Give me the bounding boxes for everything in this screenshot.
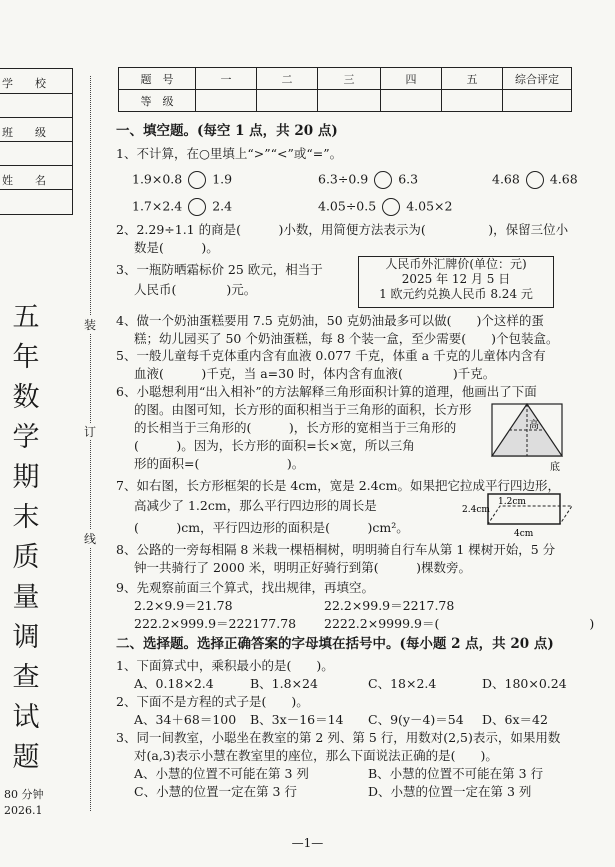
grade-cell[interactable] <box>318 90 381 112</box>
question: 的图。由图可知，长方形的面积相当于三角形的面积，长方形 <box>134 402 472 417</box>
option[interactable]: D、180×0.24 <box>482 676 567 691</box>
score-table: 题 号 一 二 三 四 五 综合评定 等 级 <box>118 67 572 112</box>
question: 9、先观察前面三个算式，找出规律，再填空。 <box>116 580 374 595</box>
triangle-rectangle-figure <box>478 398 574 472</box>
compare-item: 4.05÷0.5 4.05×2 <box>318 198 452 216</box>
option[interactable]: B、小慧的位置不可能在第 3 行 <box>368 766 544 781</box>
option[interactable]: C、9(y－4)＝54 <box>368 712 464 727</box>
pattern-item: 2.2×9.9＝21.78 <box>134 598 233 613</box>
grade-cell[interactable] <box>257 90 318 112</box>
fig7-width-label: 2.4cm <box>462 505 490 515</box>
question: 糕；幼儿园买了 50 个奶油蛋糕，每 8 个装一盒，至少需要( )个包装盒。 <box>134 331 559 346</box>
question: 高减少了 1.2cm，那么平行四边形的周长是 <box>134 498 377 513</box>
compare-item: 1.7×2.4 2.4 <box>132 198 232 216</box>
option[interactable]: C、小慧的位置一定在第 3 行 <box>134 784 297 799</box>
student-info-box <box>0 68 73 215</box>
compare-item: 1.9×0.8 1.9 <box>132 171 232 189</box>
question: 2、下面不是方程的式子是( )。 <box>116 694 309 709</box>
question: 对(a,3)表示小慧在教室里的座位，那么下面说法正确的是( )。 <box>134 748 498 763</box>
binding-char-zhuang: 装 <box>84 318 97 332</box>
compare-circle[interactable] <box>374 171 392 189</box>
option[interactable]: C、18×2.4 <box>368 676 437 691</box>
compare-circle[interactable] <box>188 198 206 216</box>
question: 血液( )千克，当 a=30 时，体内含有血液( )千克。 <box>134 366 496 381</box>
option[interactable]: D、小慧的位置一定在第 3 列 <box>368 784 532 799</box>
school-label: 学 校 <box>2 77 46 90</box>
pattern-item: 2222.2×9999.9＝( ) <box>324 616 595 631</box>
section1-heading: 一、填空题。(每空 1 点，共 20 点) <box>116 123 338 139</box>
question: 形的面积=( )。 <box>134 456 305 471</box>
grade-cell[interactable] <box>503 90 572 112</box>
question: 7、如右图，长方形框架的长是 4cm，宽是 2.4cm。如果把它拉成平行四边形， <box>116 478 560 493</box>
question: ( )cm，平行四边形的面积是( )cm²。 <box>134 520 409 535</box>
compare-circle[interactable] <box>382 198 400 216</box>
exchange-rate-box: 人民币外汇牌价(单位：元) 2025 年 12 月 5 日 1 欧元约兑换人民币 8.24 元 <box>358 256 554 308</box>
question: 钟一共骑行了 2000 米，明明正好骑行到第( )棵数旁。 <box>134 560 472 575</box>
page-number: —1— <box>291 836 324 850</box>
question: 的长相当于三角形的( )，长方形的宽相当于三角形的 <box>134 420 457 435</box>
question: 2、2.29÷1.1 的商是( )小数，用简便方法表示为( )，保留三位小 <box>116 222 569 237</box>
question: 1、不计算，在○里填上“>”“<”或“=”。 <box>116 146 343 161</box>
binding-char-ding: 订 <box>84 425 97 439</box>
binding-char-xian: 线 <box>84 532 97 546</box>
section2-heading: 二、选择题。选择正确答案的字母填在括号中。(每小题 2 点，共 20 点) <box>116 636 554 652</box>
question: 1、下面算式中，乘积最小的是( )。 <box>116 658 334 673</box>
exam-date: 2026.1 <box>4 804 43 817</box>
question: 3、一瓶防晒霜标价 25 欧元，相当于 <box>116 262 323 277</box>
fig6-base-label: 底 <box>550 462 560 472</box>
option[interactable]: D、6x＝42 <box>482 712 548 727</box>
rectangle-frame-figure <box>462 488 574 540</box>
question: ( )。因为，长方形的面积=长×宽，所以三角 <box>134 438 415 453</box>
question: 8、公路的一旁每相隔 8 米栽一棵梧桐树，明明骑自行车从第 1 棵树开始，5 分 <box>116 542 556 557</box>
option[interactable]: B、3x－16＝14 <box>250 712 344 727</box>
compare-circle[interactable] <box>188 171 206 189</box>
question: 3、同一间教室，小聪坐在教室的第 2 列、第 5 行，用数对(2,5)表示，如果用数 <box>116 730 561 745</box>
question: 人民币( )元。 <box>134 282 257 297</box>
option[interactable]: A、0.18×2.4 <box>134 676 214 691</box>
name-label: 姓 名 <box>2 174 46 187</box>
option[interactable]: A、小慧的位置不可能在第 3 列 <box>134 766 309 781</box>
option[interactable]: B、1.8×24 <box>250 676 318 691</box>
question: 5、一般儿童每千克体重内含有血液 0.077 千克，体重 a 千克的儿童体内含有 <box>116 348 546 363</box>
grade-cell[interactable] <box>196 90 257 112</box>
exam-time: 80 分钟 <box>4 788 44 801</box>
option[interactable]: A、34＋68＝100 <box>134 712 237 727</box>
fig7-length-label: 4cm <box>514 529 534 539</box>
question: 6、小聪想利用“出入相补”的方法解释三角形面积计算的道理，他画出了下面 <box>116 384 537 399</box>
pattern-item: 22.2×99.9＝2217.78 <box>324 598 455 613</box>
grade-cell[interactable] <box>442 90 503 112</box>
grade-cell[interactable] <box>381 90 442 112</box>
question: 4、做一个奶油蛋糕要用 7.5 克奶油，50 克奶油最多可以做( )个这样的蛋 <box>116 313 544 328</box>
compare-item: 6.3÷0.9 6.3 <box>318 171 418 189</box>
fig7-height-label: 1.2cm <box>498 497 526 507</box>
compare-item: 4.68 4.68 <box>492 171 578 189</box>
class-label: 班 级 <box>2 126 46 139</box>
binding-line <box>90 76 91 811</box>
question: 数是( )。 <box>134 240 219 255</box>
compare-circle[interactable] <box>526 171 544 189</box>
fig6-high-label: 高 <box>529 420 539 431</box>
exam-title-vertical: 五 年 数 学 期 末 质 量 调 查 试 题 <box>12 302 40 773</box>
pattern-item: 222.2×999.9＝222177.78 <box>134 616 297 631</box>
